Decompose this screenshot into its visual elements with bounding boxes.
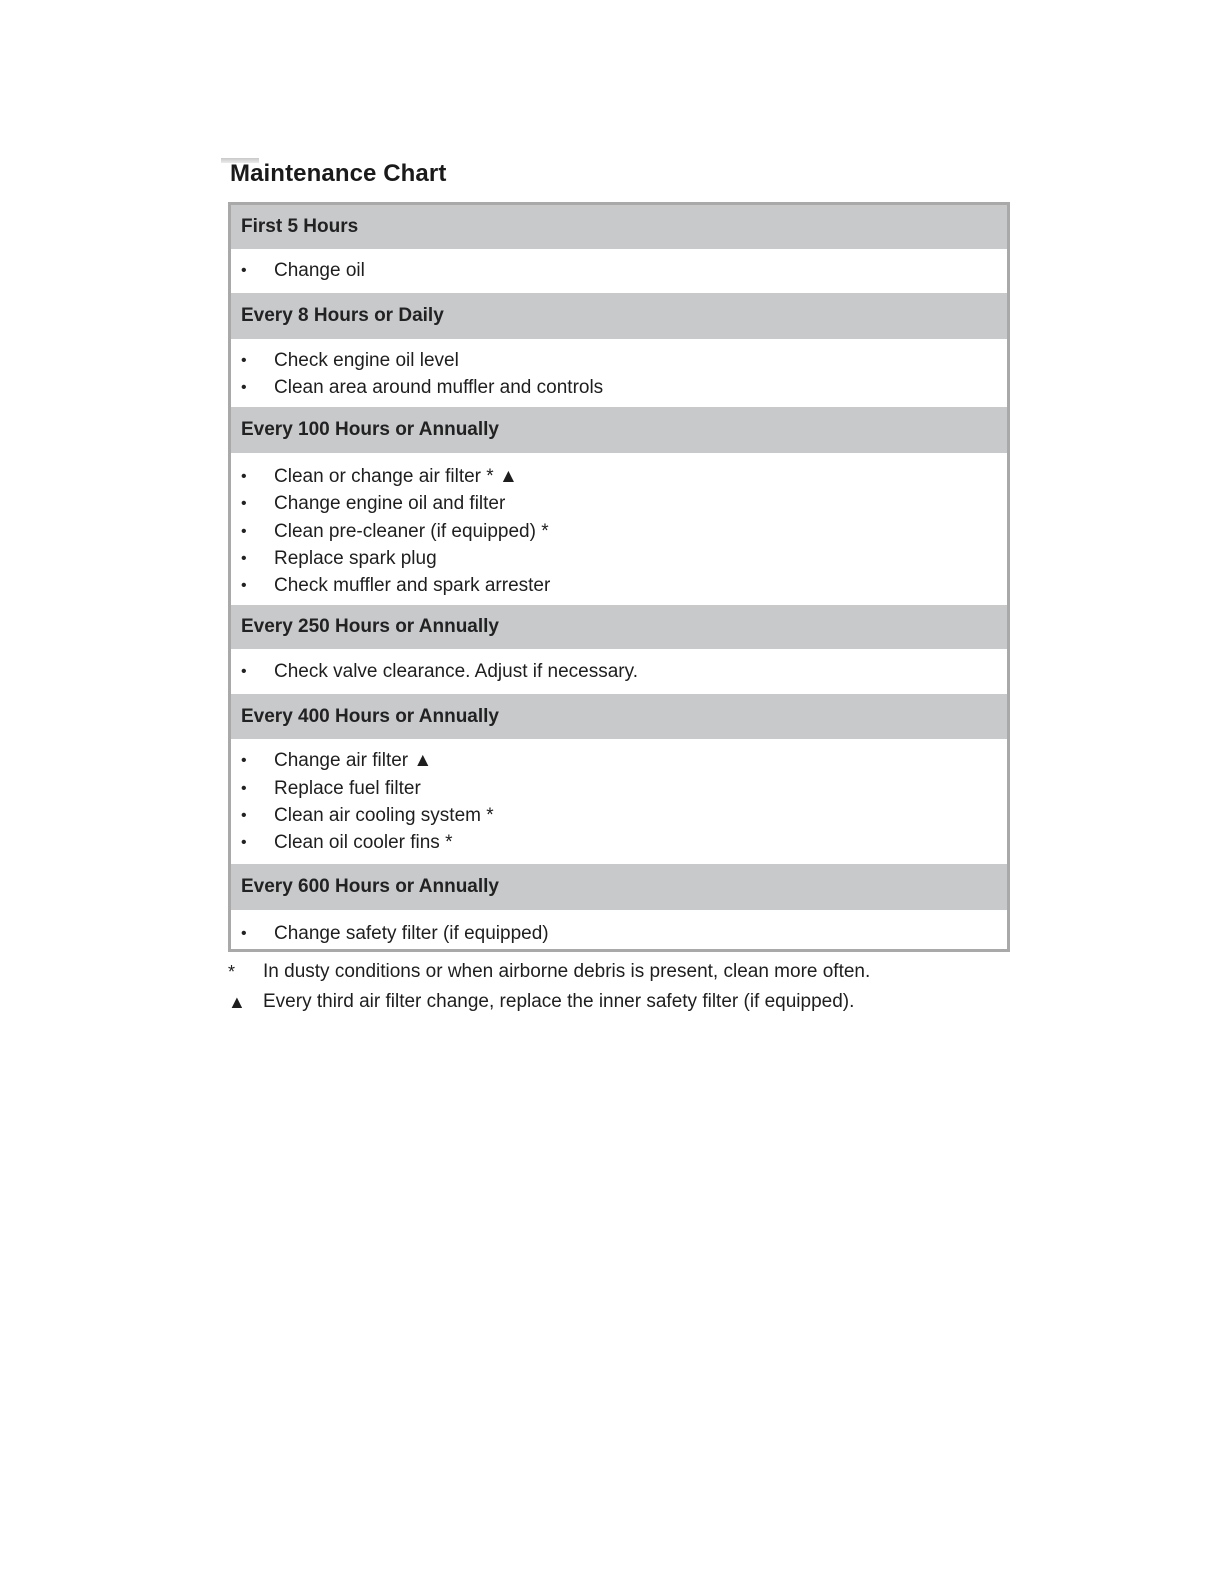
- bullet: •: [241, 467, 247, 485]
- list-item: [231, 545, 1007, 572]
- section-header: [231, 205, 1007, 249]
- section-header-label: First 5 Hours: [241, 216, 359, 237]
- list-item: [231, 775, 1007, 802]
- section-body: [231, 649, 1007, 694]
- bullet: •: [241, 378, 247, 396]
- list-item-text: Clean air cooling system *: [274, 804, 494, 826]
- section-header: [231, 864, 1007, 910]
- bullet: •: [241, 833, 247, 851]
- bullet: •: [241, 351, 247, 369]
- section-header: [231, 407, 1007, 453]
- list-item: [231, 829, 1007, 856]
- list-item: [231, 747, 1007, 774]
- section-header-label: Every 250 Hours or Annually: [241, 616, 500, 637]
- section-body: [231, 339, 1007, 407]
- footnote: [228, 988, 1028, 1016]
- bullet: •: [241, 779, 247, 797]
- bullet: •: [241, 494, 247, 512]
- list-item-text: Change air filter ▲: [274, 749, 433, 771]
- list-item: [231, 257, 1007, 284]
- section-body: [231, 910, 1007, 949]
- list-item-text: Replace spark plug: [274, 547, 437, 569]
- list-item: [231, 374, 1007, 401]
- list-item: [231, 490, 1007, 517]
- footnote-text: Every third air filter change, replace the inner safety filter (if equipped).: [263, 991, 855, 1012]
- page-title: Maintenance Chart: [230, 160, 447, 187]
- list-item: [231, 347, 1007, 374]
- list-item-text: Clean area around muffler and controls: [274, 376, 604, 398]
- section-header-label: Every 400 Hours or Annually: [241, 705, 500, 727]
- bullet: •: [241, 576, 247, 594]
- list-item-text: Clean oil cooler fins *: [274, 831, 453, 853]
- list-item-text: Change oil: [274, 259, 365, 281]
- bullet: •: [241, 522, 247, 540]
- bullet: •: [241, 751, 247, 769]
- list-item-text: Replace fuel filter: [274, 777, 421, 799]
- list-item-text: Check valve clearance. Adjust if necessary.: [274, 660, 638, 682]
- bullet: •: [241, 662, 247, 680]
- section-header: [231, 293, 1007, 339]
- section-header: [231, 605, 1007, 649]
- list-item-text: Change safety filter (if equipped): [274, 922, 549, 944]
- section-body: [231, 453, 1007, 605]
- bullet: •: [241, 261, 247, 279]
- list-item-text: Clean pre-cleaner (if equipped) *: [274, 520, 549, 542]
- asterisk-mark: *: [228, 961, 236, 982]
- section-body: [231, 739, 1007, 864]
- footnote: [228, 958, 1028, 986]
- list-item-text: Check engine oil level: [274, 349, 459, 371]
- list-item: [231, 463, 1007, 490]
- list-item: [231, 518, 1007, 545]
- section-header-label: Every 8 Hours or Daily: [241, 305, 444, 326]
- triangle-icon: ▲: [228, 991, 246, 1012]
- bullet: •: [241, 924, 247, 942]
- list-item: [231, 920, 1007, 947]
- list-item-text: Clean or change air filter * ▲: [274, 465, 518, 487]
- list-item: [231, 802, 1007, 829]
- section-body: [231, 249, 1007, 293]
- list-item-text: Check muffler and spark arrester: [274, 574, 551, 596]
- list-item-text: Change engine oil and filter: [274, 492, 506, 514]
- section-header-label: Every 100 Hours or Annually: [241, 419, 500, 440]
- bullet: •: [241, 806, 247, 824]
- list-item: [231, 658, 1007, 685]
- footnote-text: In dusty conditions or when airborne debris is present, clean more often.: [263, 961, 871, 982]
- list-item: [231, 572, 1007, 599]
- maintenance-chart: [228, 202, 1010, 952]
- section-header-label: Every 600 Hours or Annually: [241, 876, 500, 897]
- bullet: •: [241, 549, 247, 567]
- section-header: [231, 694, 1007, 739]
